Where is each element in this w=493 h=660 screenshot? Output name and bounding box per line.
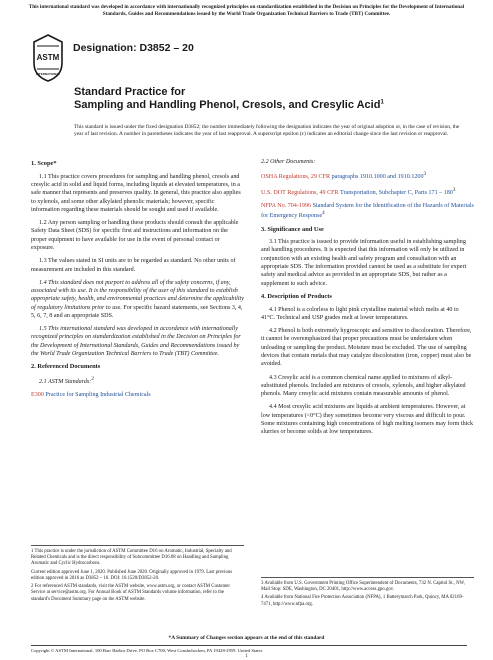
issued-statement: This standard is issued under the fixed designation D3852; the number immediately following the designation indicates the year of original adoption or, in the case of revision, the year of last revision. A number in parentheses indicates the year of last reapproval. A superscript epsilon (ε) indicates an editorial change since the last revision or reapproval. — [74, 124, 460, 138]
title-text: Sampling and Handling Phenol, Cresols, and Cresylic Acid — [74, 99, 381, 111]
footnote-1-edition: Current edition approved June 1, 2020. Published June 2020. Originally approved in 1979. Last previous edition approved in 2016 as D3852 – 16. DOI: 10.1520/D3852-20. — [31, 569, 233, 581]
para-1-4 — [31, 279, 244, 320]
ref-nfpa: NFPA No. 704-1996 Standard System for the Identification of the Hazards of Materials for Emergency Response$^4$ — [261, 202, 474, 220]
para-1-3: 1.3 The values stated in SI units are to be regarded as standard. No other units of measurement are included in this standard. — [31, 258, 236, 273]
footnote-2: 2 For referenced ASTM standards, visit the ASTM website, www.astm.org, or contact ASTM Customer Service at service@astm.org. For Annual Book of ASTM Standards volume information, refer to the standard's Document Summary page on the ASTM website. — [31, 584, 230, 602]
para-4-1: 4.1 Phenol is a colorless to light pink crystalline material which melts at 40 to 41°C. Technical and USP grades melt at lower temperatures. — [261, 306, 459, 321]
tbt-notice: This international standard was developed in accordance with internationally recognized principles on standardization established in the Decision on Principles for the Development of International Standards, Guides and Recommendations issued by the World Trade Organization Technical Barriers to Trade (TBT) Committee. — [28, 4, 465, 17]
ref-nfpa-title[interactable]: Standard System for the Identification of the Hazards of Materials for Emergency Response — [261, 202, 474, 220]
copyright-line: Copyright © ASTM International, 100 Barr Harbor Drive, PO Box C700, West Conshohocken, PA 19428-2959. United States — [31, 645, 467, 653]
para-1-4-rest: For specific hazard statements, see Sections 3, 4, 5, 6, 7, 8 and an appropriate SDS. — [31, 304, 243, 319]
ref-dot-code[interactable]: U.S. DOT Regulations, 49 CFR — [261, 189, 339, 196]
para-1-2: 1.2 Any person sampling or handling these products should consult the applicable Safety Data Sheet (SDS) for specific first aid instructions and information on the proper equipment to have available for use in the event of personal contact or exposure. — [31, 220, 239, 251]
para-1-1: 1.1 This practice covers procedures for sampling and handling phenol, cresols and cresylic acid in solid and liquid forms, including liquids at elevated temperatures, in a safe manner that represents and preserves quality. In general, this practice also applies to xylenols, and some other alkylated phenolic materials; however, specific information regarding these materials should be sought and used if available. — [31, 173, 241, 213]
left-column — [31, 158, 244, 405]
footnotes-left — [31, 545, 244, 605]
ref-e300-code[interactable]: E300 — [31, 392, 44, 399]
logo-text-top: ASTM — [36, 53, 60, 62]
referenced-docs-heading: 2. Referenced Documents — [31, 363, 101, 371]
para-4-4: 4.4 Most cresylic acid mixtures are liquids at ambient temperatures. However, at low temperatures (<0°C) they sometimes become very viscous and difficult to pour. Some mixtures containing high concentrations of high melting isomers may form thick slurries or become solids at low temperatures. — [261, 404, 474, 436]
significance-heading: 3. Significance and Use — [261, 225, 324, 233]
astm-logo — [31, 33, 65, 83]
para-4-3: 4.3 Cresylic acid is a common chemical name applied to mixtures of alkyl-substituted phenols. Included are mixtures of cresols, xylenols, and higher alkylated phenols. Many cresylic acid mixtures contain measurable amounts of phenol. — [261, 374, 466, 398]
ref-nfpa-code[interactable]: NFPA No. 704-1996 — [261, 202, 312, 209]
para-1-4-italic: 1.4 This standard does not purport to address all of the safety concerns, if any, associated with its use. It is the responsibility of the user of this standard to establish appropriate safety, health, and environmental practices and determine the applicability of regulatory limitations prior to use. — [31, 279, 244, 311]
ref-e300-title[interactable]: Practice for Sampling Industrial Chemicals — [45, 392, 151, 399]
summary-of-changes-note: *A Summary of Changes section appears at the end of this standard — [168, 635, 325, 641]
footnotes-right — [261, 577, 474, 610]
para-3-1: 3.1 This practice is issued to provide information useful in establishing sampling and handling procedures. It is expected that this information will only be utilized in conjunction with an existing health and safety program and consultation with an appropriate SDS. The information provided cannot be used as a substitute for expert safety and medical advice as provided in an appropriate SDS, but rather as a supplement to such advice. — [261, 239, 467, 287]
para-1-5: 1.5 This international standard was developed in accordance with internationally recognized principles on standardization established in the Decision on Principles for the Development of International Standards, Guides and Recommendations issued by the World Trade Organization Technical Barriers to Trade (TBT) Committee. — [31, 326, 241, 358]
title-footnote-marker[interactable]: 1 — [380, 99, 384, 106]
description-heading: 4. Description of Products — [261, 292, 332, 300]
footnote-1: 1 This practice is under the jurisdiction of ASTM Committee D16 on Aromatic, Industrial, Specialty and Related Chemicals and is the direct responsibility of Subcommittee D16.08 on Handling and Sampling Aromatic and Cyclic Hydrocarbons. — [31, 549, 232, 567]
ref-e300 — [31, 391, 244, 399]
title-line1: Standard Practice for — [74, 86, 186, 98]
ref-osha: OSHA Regulations, 29 CFR paragraphs 1910.1000 and 1910.1200$^3$ — [261, 171, 427, 181]
ref-dot: U.S. DOT Regulations, 49 CFR Transportation, Subchapter C, Parts $171 - 180^3$ — [261, 186, 456, 196]
ref-osha-code[interactable]: OSHA Regulations, 29 CFR — [261, 174, 331, 181]
right-column — [261, 158, 474, 442]
ref-dot-title[interactable]: Transportation, Subchapter C, Parts 171 – 180 — [340, 189, 453, 196]
designation: Designation: D3852 – 20 — [73, 42, 194, 54]
other-docs-label: 2.2 Other Documents: — [261, 159, 316, 165]
logo-text-bottom: INTERNATIONAL — [35, 72, 61, 76]
page-number: 1 — [245, 654, 248, 659]
ref-osha-title[interactable]: paragraphs 1910.1000 and 1910.1200 — [331, 174, 424, 181]
para-4-2: 4.2 Phenol is both extremely hygroscopic and sensitive to discoloration. Therefore, it cannot be overemphasized that proper precautions must be undertaken when unloading or sampling the product. Moisture must be excluded. The use of sampling devices that contain metals that may catalyze discoloration (iron, copper) must also be avoided. — [261, 328, 472, 368]
title-line2 — [74, 99, 384, 111]
footnote-4: 4 Available from National Fire Protection Association (NFPA), 1 Batterymarch Park, Quincy, MA 02169-7471, http://www.nfpa.org. — [261, 595, 464, 607]
astm-standards-label: 2.1 ASTM Standards:$^2$ — [39, 376, 94, 386]
scope-heading: 1. Scope* — [31, 160, 57, 167]
astm-footnote-marker[interactable]: 2 — [91, 376, 94, 383]
footnote-3: 3 Available from U.S. Government Printing Office Superintendent of Documents, 732 N. Capitol St., NW, Mail Stop: SDE, Washington, DC 20401, http://www.access.gpo.gov. — [261, 581, 465, 593]
